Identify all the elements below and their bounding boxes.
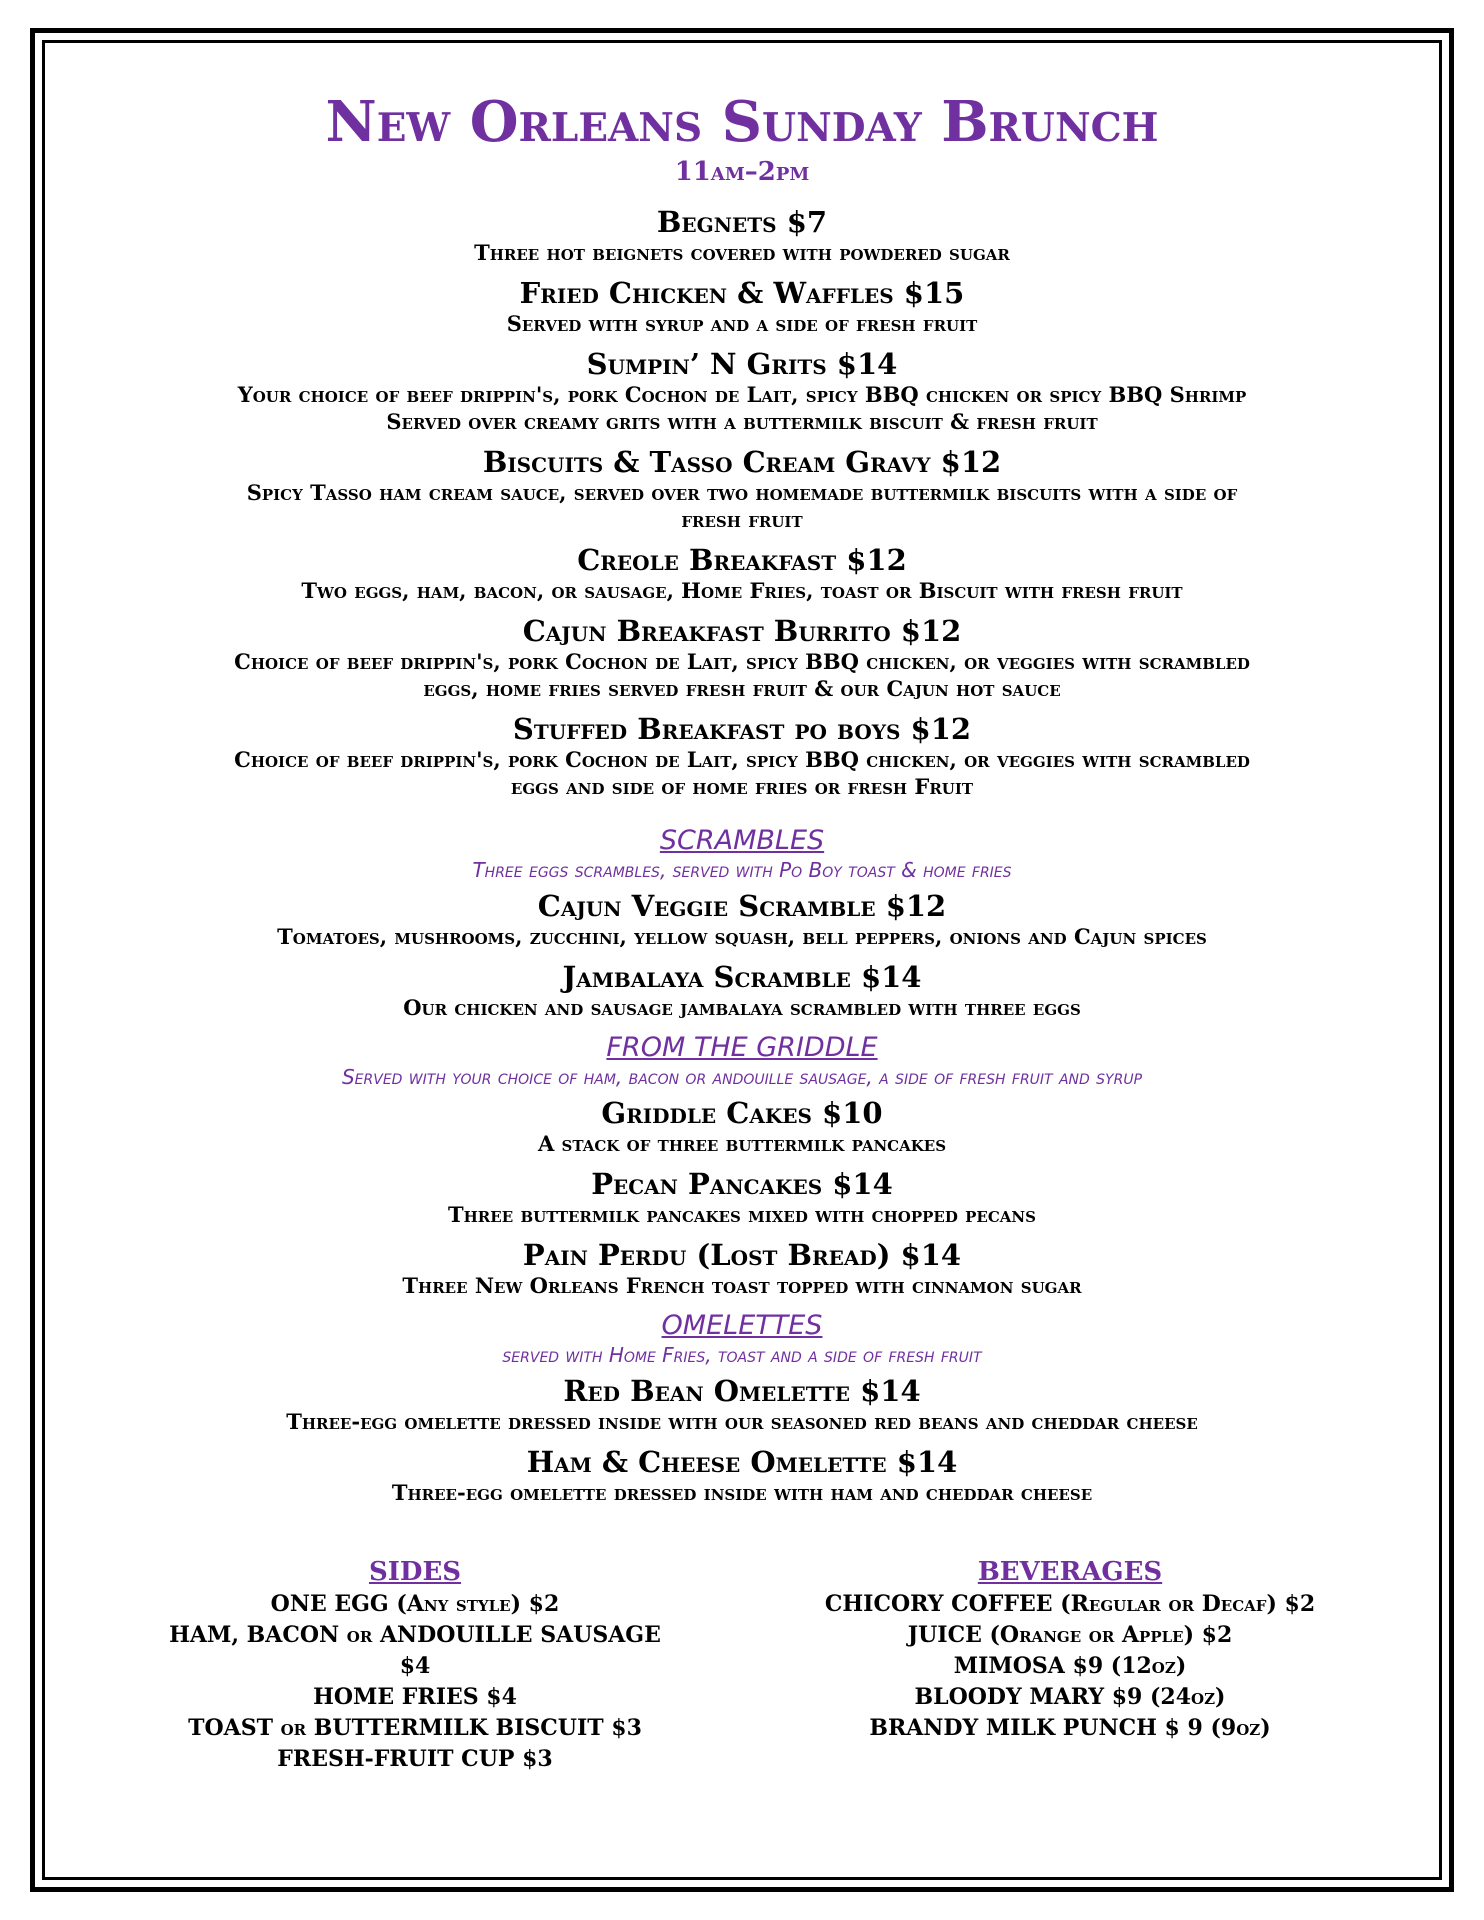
section-title-beverages: BEVERAGES (977, 1557, 1163, 1587)
section-title-omelettes: OMELETTES (661, 1310, 823, 1341)
menu-item (100, 205, 1384, 266)
menu-item (100, 445, 1384, 533)
menu-item (100, 1445, 1384, 1506)
dish-name: Cajun Veggie Scramble $12 (537, 889, 947, 923)
section-subtitle-griddle: Served with your choice of ham, bacon or andouille sausage, a side of fresh fruit and syrup (341, 1065, 1143, 1089)
dish-description: Three-egg omelette dressed inside with our seasoned red beans and cheddar cheese (286, 1409, 1198, 1434)
side-item: ONE EGG (Any style) $2 (270, 1591, 560, 1617)
dish-description: eggs, home fries served fresh fruit & our Cajun hot sauce (423, 676, 1061, 701)
section-subtitle-omelettes: served with Home Fries, toast and a side of fresh fruit (502, 1343, 982, 1367)
menu-item (100, 614, 1384, 702)
dish-description: Choice of beef drippin's, pork Cochon de Lait, spicy BBQ chicken, or veggies with scrambled (234, 747, 1250, 772)
section-title-griddle: FROM THE GRIDDLE (606, 1032, 878, 1063)
menu-item (100, 1238, 1384, 1299)
dish-description: Two eggs, ham, bacon, or sausage, Home Fries, toast or Biscuit with fresh fruit (301, 578, 1183, 603)
dish-description: Choice of beef drippin's, pork Cochon de Lait, spicy BBQ chicken, or veggies with scrambled (234, 649, 1250, 674)
dish-name: Red Bean Omelette $14 (563, 1374, 921, 1408)
dish-description: Three-egg omelette dressed inside with ham and cheddar cheese (391, 1480, 1093, 1505)
menu-item (100, 889, 1384, 950)
dish-name: Jambalaya Scramble $14 (562, 960, 922, 994)
menu-items (100, 205, 1384, 1516)
dish-name: Sumpin’ N Grits $14 (586, 347, 898, 381)
side-item: $4 (399, 1653, 431, 1679)
dish-name: Begnets $7 (656, 205, 828, 239)
dish-name: Pecan Pancakes $14 (591, 1167, 893, 1201)
beverage-item: CHICORY COFFEE (Regular or Decaf) $2 (824, 1591, 1316, 1617)
dish-description: Tomatoes, mushrooms, zucchini, yellow squash, bell peppers, onions and Cajun spices (277, 924, 1207, 949)
dish-name: Ham & Cheese Omelette $14 (526, 1445, 958, 1479)
dish-description: Three hot beignets covered with powdered sugar (474, 240, 1010, 265)
menu-title: New Orleans Sunday Brunch (325, 89, 1159, 155)
side-item: HAM, BACON or ANDOUILLE SAUSAGE (169, 1622, 661, 1648)
menu-item (100, 960, 1384, 1021)
sides-column (135, 1555, 695, 1775)
dish-name: Biscuits & Tasso Cream Gravy $12 (482, 445, 1002, 479)
section-title-sides: SIDES (368, 1557, 462, 1587)
dish-description: Our chicken and sausage jambalaya scrambled with three eggs (403, 995, 1081, 1020)
section-subtitle-scrambles: Three eggs scrambles, served with Po Boy toast & home fries (472, 858, 1012, 882)
dish-description: fresh fruit (681, 507, 803, 532)
side-item: TOAST or BUTTERMILK BISCUIT $3 (188, 1715, 642, 1741)
menu-item (100, 276, 1384, 337)
side-item: FRESH-FRUIT CUP $3 (277, 1746, 553, 1772)
beverage-item: MIMOSA $9 (12oz) (953, 1653, 1187, 1679)
menu-item (100, 1096, 1384, 1157)
dish-description: Served with syrup and a side of fresh fruit (506, 311, 978, 336)
dish-name: Pain Perdu (Lost Bread) $14 (522, 1238, 962, 1272)
dish-description: Three buttermilk pancakes mixed with chopped pecans (448, 1202, 1036, 1227)
beverage-item: JUICE (Orange or Apple) $2 (907, 1622, 1233, 1648)
beverages-column (790, 1555, 1350, 1744)
side-item: HOME FRIES $4 (313, 1684, 517, 1710)
dish-name: Fried Chicken & Waffles $15 (519, 276, 965, 310)
dish-name: Cajun Breakfast Burrito $12 (522, 614, 962, 648)
dish-description: A stack of three buttermilk pancakes (537, 1131, 947, 1156)
dish-name: Griddle Cakes $10 (601, 1096, 883, 1130)
dish-name: Stuffed Breakfast po boys $12 (512, 712, 972, 746)
dish-description: Spicy Tasso ham cream sauce, served over two homemade buttermilk biscuits with a side of (246, 480, 1238, 505)
menu-item (100, 712, 1384, 800)
dish-description: Served over creamy grits with a buttermilk biscuit & fresh fruit (386, 409, 1098, 434)
dish-description: Your choice of beef drippin's, pork Cochon de Lait, spicy BBQ chicken or spicy BBQ Shrimp (237, 382, 1247, 407)
dish-description: Three New Orleans French toast topped with cinnamon sugar (402, 1273, 1082, 1298)
dish-name: Creole Breakfast $12 (577, 543, 907, 577)
dish-description: eggs and side of home fries or fresh Fruit (510, 774, 974, 799)
beverage-item: BRANDY MILK PUNCH $ 9 (9oz) (869, 1715, 1271, 1741)
menu-item (100, 1374, 1384, 1435)
menu-hours: 11am–2pm (674, 157, 810, 187)
menu-item (100, 543, 1384, 604)
menu-item (100, 1167, 1384, 1228)
menu-item (100, 347, 1384, 435)
beverage-item: BLOODY MARY $9 (24oz) (914, 1684, 1226, 1710)
section-title-scrambles: SCRAMBLES (659, 825, 825, 856)
